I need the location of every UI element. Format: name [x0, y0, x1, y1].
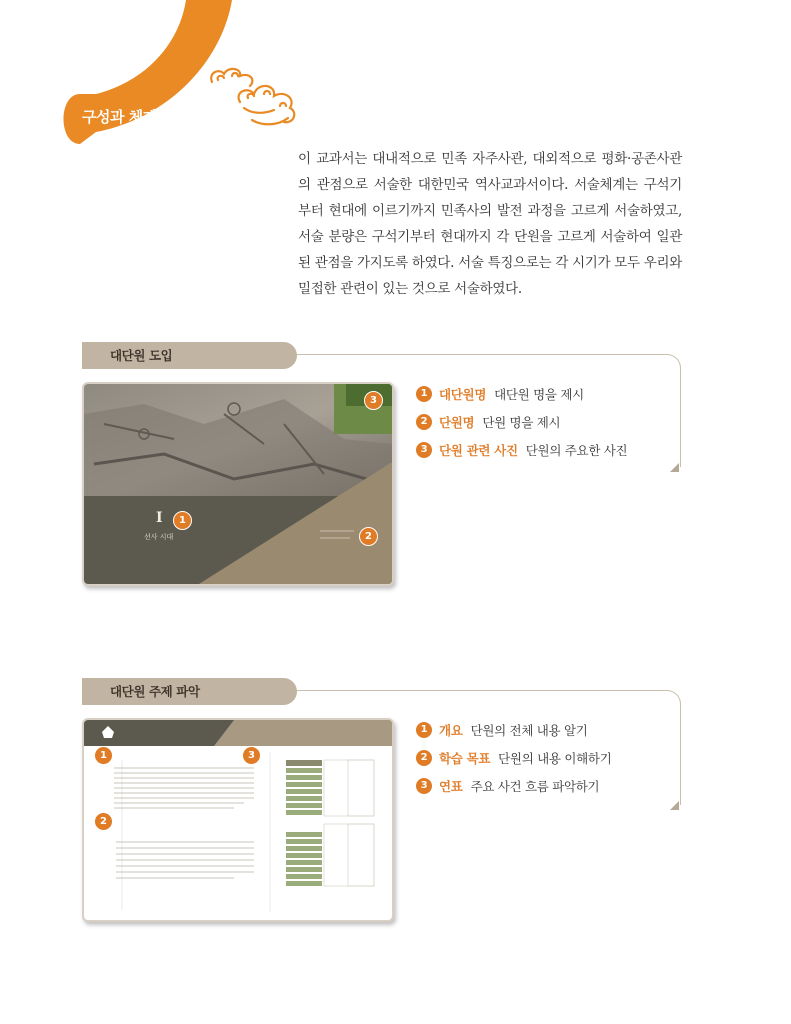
section1-legend	[416, 380, 627, 464]
legend-number: 3	[416, 442, 432, 458]
legend-term: 단원명	[439, 415, 475, 430]
corner-triangle	[670, 463, 679, 472]
legend-number: 2	[416, 750, 432, 766]
legend-desc: 단원의 전체 내용 알기	[470, 723, 588, 738]
intro-paragraph: 이 교과서는 대내적으로 민족 자주사관, 대외적으로 평화·공존사관의 관점으로 서술한 대한민국 역사교과서이다. 서술체계는 구석기부터 현대에 이르기까지 민족사의 발전 과정을 고르게 서술하였고, 서술 분량은 구석기부터 현대까지 각 단원을 고르게 서술하여 일관된 관점을 가지도록 하였다. 서술 특징으로는 각 시기가 모두 우리와 밀접한 관련이 있는 것으로 서술하였다.	[298, 151, 682, 297]
legend-desc: 주요 사건 흐름 파악하기	[470, 779, 600, 794]
overview-spread	[84, 720, 392, 920]
unit-roman-numeral: I	[156, 510, 163, 526]
legend-desc: 단원의 내용 이해하기	[498, 751, 612, 766]
figure-badge-2: 2	[359, 527, 378, 546]
figure-badge-3: 3	[364, 391, 383, 410]
unit-overview-figure	[82, 718, 394, 922]
legend-number: 1	[416, 386, 432, 402]
legend-item	[416, 772, 611, 800]
section2-legend	[416, 716, 611, 800]
legend-item	[416, 744, 611, 772]
legend-item	[416, 436, 627, 464]
legend-desc: 단원의 주요한 사진	[525, 443, 628, 458]
legend-desc: 대단원 명을 제시	[494, 387, 584, 402]
cloud-ornament-icon	[204, 62, 304, 132]
corner-triangle	[670, 801, 679, 810]
figure-badge-2: 2	[94, 812, 113, 831]
legend-item	[416, 380, 627, 408]
unit-intro-figure	[82, 382, 394, 586]
legend-term: 학습 목표	[439, 751, 491, 766]
figure-badge-1: 1	[94, 746, 113, 765]
legend-item	[416, 716, 611, 744]
legend-desc: 단원 명을 제시	[482, 415, 561, 430]
unit-caption: 선사 시대	[144, 533, 174, 541]
rock-carving-photo	[84, 384, 392, 584]
legend-term: 개요	[439, 723, 463, 738]
legend-term: 연표	[439, 779, 463, 794]
section-title: 구성과 체제	[82, 108, 157, 126]
section-heading: 대단원 주제 파악	[82, 678, 297, 705]
legend-item	[416, 408, 627, 436]
section-heading: 대단원 도입	[82, 342, 297, 369]
figure-badge-3: 3	[242, 746, 261, 765]
figure-badge-1: 1	[173, 511, 192, 530]
legend-term: 대단원명	[439, 387, 487, 402]
legend-number: 1	[416, 722, 432, 738]
legend-number: 3	[416, 778, 432, 794]
legend-number: 2	[416, 414, 432, 430]
legend-term: 단원 관련 사진	[439, 443, 518, 458]
